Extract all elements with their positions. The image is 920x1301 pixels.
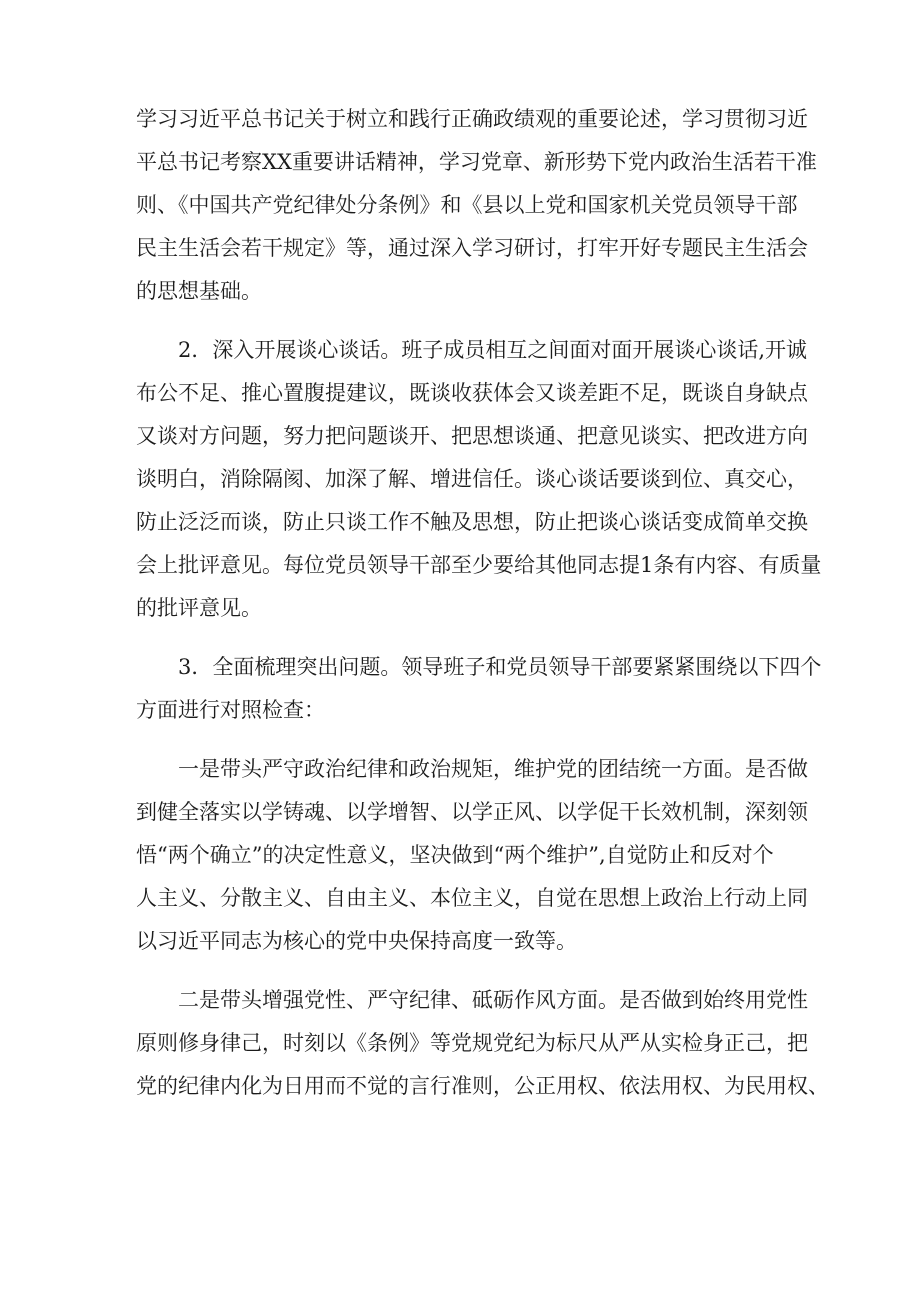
text-line: 2．深入开展谈心谈话。班子成员相互之间面对面开展谈心谈话,开诚 bbox=[178, 338, 808, 362]
text-line: 一是带头严守政治纪律和政治规矩，维护党的团结统一方面。是否做 bbox=[178, 757, 808, 781]
text-line: 到健全落实以学铸魂、以学增智、以学正风、以学促干长效机制，深刻领 bbox=[136, 800, 808, 824]
text-line: 以习近平同志为核心的党中央保持高度一致等。 bbox=[136, 929, 577, 953]
text-line: 则、《中国共产党纪律处分条例》和《县以上党和国家机关党员领导干部 bbox=[136, 193, 798, 217]
text-line: 民主生活会若干规定》等，通过深入学习研讨，打牢开好专题民主生活会 bbox=[136, 236, 808, 260]
document-body bbox=[136, 98, 829, 1108]
text-line: 布公不足、推心置腹提建议，既谈收获体会又谈差距不足，既谈自身缺点 bbox=[136, 381, 808, 405]
paragraph-talk bbox=[136, 329, 822, 630]
paragraph-first bbox=[136, 748, 808, 963]
text-line: 人主义、分散主义、自由主义、本位主义，自觉在思想上政治上行动上同 bbox=[136, 886, 808, 910]
text-line: 会上批评意见。每位党员领导干部至少要给其他同志提1条有内容、有质量 bbox=[136, 553, 822, 577]
text-line: 二是带头增强党性、严守纪律、砥砺作风方面。是否做到始终用党性 bbox=[178, 988, 808, 1012]
text-line: 学习习近平总书记关于树立和践行正确政绩观的重要论述，学习贯彻习近 bbox=[136, 107, 808, 131]
text-line: 的批评意见。 bbox=[136, 596, 262, 620]
paragraph-study bbox=[136, 98, 817, 313]
text-line: 防止泛泛而谈，防止只谈工作不触及思想，防止把谈心谈话变成简单交换 bbox=[136, 510, 808, 534]
text-line: 的思想基础。 bbox=[136, 279, 262, 303]
text-line: 谈明白，消除隔阂、加深了解、增进信任。谈心谈话要谈到位、真交心， bbox=[136, 467, 808, 491]
text-line: 悟“两个确立”的决定性意义，坚决做到“两个维护”,自觉防止和反对个 bbox=[136, 843, 774, 867]
text-line: 方面进行对照检查： bbox=[136, 698, 325, 722]
text-line: 平总书记考察XX重要讲话精神，学习党章、新形势下党内政治生活若干准 bbox=[136, 150, 817, 174]
paragraph-issues bbox=[136, 646, 822, 732]
text-line: 原则修身律己，时刻以《条例》等党规党纪为标尺从严从实检身正己，把 bbox=[136, 1031, 808, 1055]
text-line: 党的纪律内化为日用而不觉的言行准则，公正用权、依法用权、为民用权、 bbox=[136, 1074, 829, 1098]
text-line: 又谈对方问题，努力把问题谈开、把思想谈通、把意见谈实、把改进方向 bbox=[136, 424, 808, 448]
text-line: 3．全面梳理突出问题。领导班子和党员领导干部要紧紧围绕以下四个 bbox=[178, 655, 822, 679]
paragraph-second bbox=[136, 979, 829, 1108]
